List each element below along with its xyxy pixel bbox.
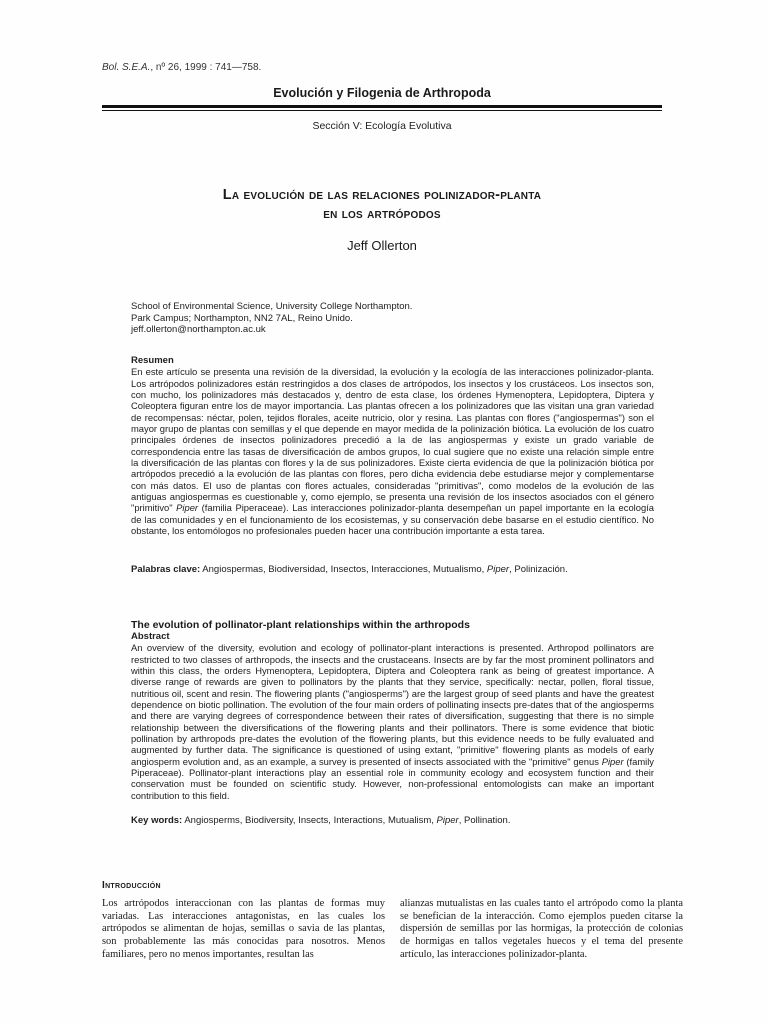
palabras-clave-italic: Piper — [486, 564, 510, 575]
header-rule-thick — [102, 105, 662, 108]
introduccion-column-left: Los artrópodos interaccionan con las plantas de formas muy variadas. Las interacciones antagonistas, en las cuales los artrópodos se alimentan de hojas, semillas o savia de las plantas, son probablemente las más conocidas para nosotros. Menos familiares, pero no menos importantes, resultan las — [102, 898, 385, 960]
key-words-end: , Pollination. — [458, 815, 511, 826]
article-title-line-2: en los artrópodos — [323, 206, 441, 222]
author-affiliation — [131, 301, 412, 336]
section-label: Sección V: Ecología Evolutiva — [312, 120, 452, 132]
palabras-clave-label: Palabras clave: — [131, 564, 201, 575]
affiliation-email: jeff.ollerton@northampton.ac.uk — [131, 324, 266, 335]
affiliation-line-2: Park Campus; Northampton, NN2 7AL, Reino Unido. — [131, 312, 353, 324]
abstract-section — [131, 631, 654, 801]
resumen-body — [131, 366, 654, 536]
palabras-clave-list: Angiospermas, Biodiversidad, Insectos, Interacciones, Mutualismo, — [200, 564, 487, 575]
affiliation-line-1: School of Environmental Science, University College Northampton. — [131, 301, 413, 312]
header-rule-thin — [102, 110, 662, 111]
resumen-section — [131, 355, 654, 537]
series-title: Evolución y Filogenia de Arthropoda — [273, 86, 491, 100]
palabras-clave — [131, 564, 654, 575]
key-words — [131, 815, 654, 826]
article-title — [102, 186, 662, 224]
resumen-text-part-2: (familia Piperaceae). Las interacciones polinizador-planta desempeñan un papel importante en la ecología de las comunidades y en el funcionamiento de los ecosistemas, y su conservación debe basarse en el estudio científico. No obstante, los entomólogos no profesionales pueden hacer una contribución importante a esta tarea. — [131, 502, 654, 537]
resumen-genus-italic: Piper — [176, 502, 199, 514]
resumen-text-part-1: En este artículo se presenta una revisión de la diversidad, la evolución y la ecología de las interacciones polinizador-planta. Los artrópodos polinizadores están restringidos a dos clases de artrópodos, los insectos y los crustáceos. Los insectos son, con mucho, los polinizadores más destacados y, dentro de esta clase, los órdenes Hymenoptera, Lepidoptera, Diptera y Coleoptera figuran entre los de mayor importancia. Las plantas ofrecen a los polinizadores que las visitan una gran variedad de recompensas: néctar, polen, tejidos florales, aceite nutricio, olor y resina. Las plantas con flores ("angiospermas") son el mayor grupo de plantas con semillas y el que depende en mayor medida de la polinización biótica. La evolución de los cuatro principales órdenes de insectos polinizadores precedió a la de las angiospermas y existe un grado variable de correspondencia entre las tasas de diversificación de ambos grupos, lo cual sugiere que no existe una relación simple entre la diversificación de las plantas con flores y la de sus polinizadores. Existe cierta evidencia de que la polinización biótica por artrópodos precedió a la evolución de las plantas con flores, pero dicha evidencia debe estudiarse mejor y complementarse con más datos. El uso de plantas con flores actuales, consideradas "primitivas", como modelos de la evolución de las antiguas angiospermas es cuestionable y, como ejemplo, se presenta una revisión de los insectos asociados con el género "primitivo" — [131, 366, 654, 514]
author-name: Jeff Ollerton — [347, 238, 417, 253]
citation-details: , nº 26, 1999 : 741—758. — [150, 62, 262, 73]
article-title-line-1: La evolución de las relaciones polinizador-planta — [222, 187, 542, 203]
key-words-label: Key words: — [131, 815, 183, 826]
abstract-text-part-2: (family Piperaceae). Pollinator-plant interactions play an essential role in community ecology and ecosystem function and their conservation must be founded on scientific study. However, non-professional entomologists can make an important contribution to this field. — [131, 755, 654, 801]
palabras-clave-end: , Polinización. — [509, 564, 568, 575]
english-title: The evolution of pollinator-plant relationships within the arthropods — [131, 619, 470, 631]
key-words-list: Angiosperms, Biodiversity, Insects, Interactions, Mutualism, — [182, 815, 437, 826]
key-words-italic: Piper — [436, 815, 459, 826]
abstract-text-part-1: An overview of the diversity, evolution and ecology of pollinator-plant interactions is presented. Arthropod pollinators are restricted to two classes of arthropods, the insects and the crustaceans. Insects are by far the most prominent pollinators and within this class, the orders Hymenoptera, Lepidoptera, Diptera and Coleoptera rank as being of greatest importance. A diverse range of rewards are given to pollinators by the plants that they service, specifically: nectar, pollen, floral tissue, nutritious oil, scent and resin. The flowering plants ("angiosperms") are the largest group of seed plants and have the greatest dependence on biotic pollination. The evolution of the four main orders of pollinating insects pre-dates that of the angiosperms and there are varying degrees of correspondence between their rates of diversification, suggesting that there is no simple relationship between the diversifications of the flowering plants and their pollinators. There is some evidence that biotic pollination by arthropods pre-dates the evolution of the flowering plants, but this evidence needs to be fully evaluated and augmented by further data. The significance is questioned of using extant, "primitive" flowering plants as models of early angiosperm evolution and, as an example, a survey is presented of insects associated with the "primitive" genus — [131, 642, 654, 767]
resumen-heading: Resumen — [131, 355, 174, 366]
abstract-genus-italic: Piper — [601, 755, 624, 767]
abstract-body — [131, 642, 654, 801]
journal-citation — [102, 62, 261, 73]
abstract-heading: Abstract — [131, 631, 170, 642]
introduccion-column-right: alianzas mutualistas en las cuales tanto el artrópodo como la planta se benefician de la interacción. Como ejemplos pueden citarse la dispersión de semillas por las hormigas, la protección de colonias de hormigas en tallos vegetales huecos y el tema del presente artículo, las interacciones polinizador-planta. — [400, 898, 683, 960]
introduccion-heading: Introducción — [102, 880, 161, 891]
journal-name: Bol. S.E.A. — [102, 62, 151, 73]
